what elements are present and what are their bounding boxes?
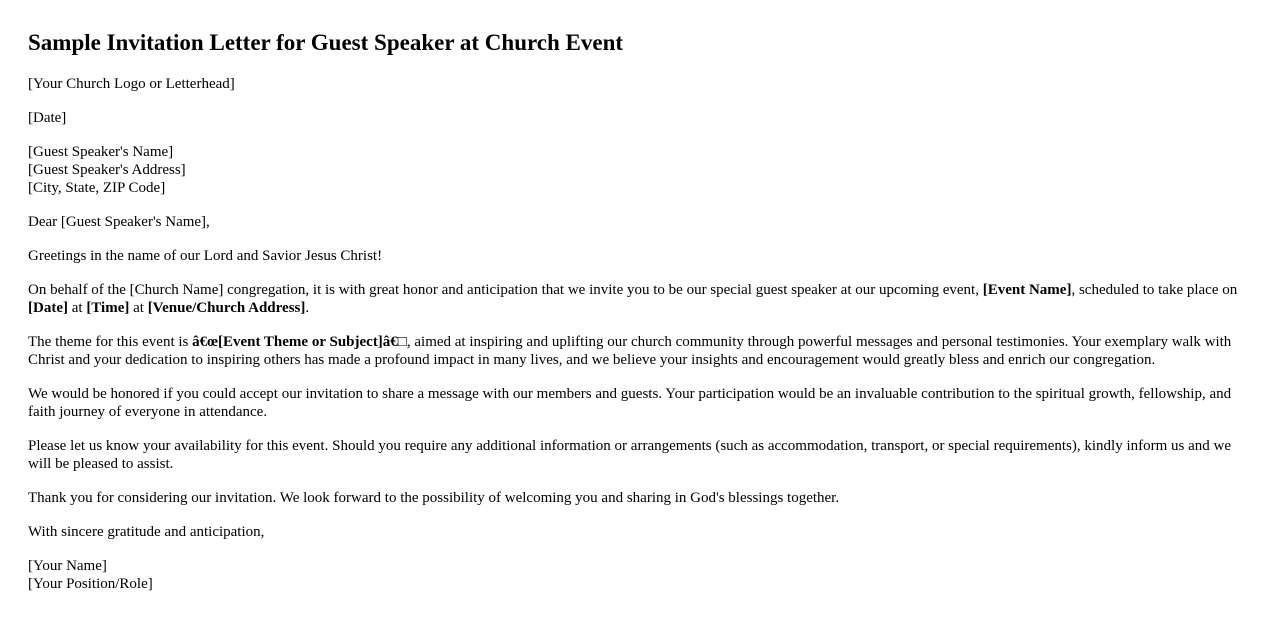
invitation-text-1: On behalf of the [Church Name] congregation, it is with great honor and anticipation that we invite you to be our special guest speaker at our upcoming event, bbox=[28, 282, 983, 298]
event-theme: â€œ[Event Theme or Subject]â€□ bbox=[192, 334, 407, 350]
invitation-text-3: at bbox=[67, 300, 87, 316]
thanks-paragraph: Thank you for considering our invitation. We look forward to the possibility of welcoming you and sharing in God's blessings together. bbox=[28, 490, 840, 506]
closing: With sincere gratitude and anticipation, bbox=[28, 524, 265, 540]
honor-paragraph: We would be honored if you could accept our invitation to share a message with our members and guests. Your participation would be an invaluable contribution to the spiritual growth, fellowship, and faith journey of everyone in attendance. bbox=[28, 386, 1232, 420]
recipient-block bbox=[28, 143, 1250, 197]
signature-position: [Your Position/Role] bbox=[28, 576, 153, 592]
event-venue: [Venue/Church Address] bbox=[147, 300, 306, 316]
event-time: [Time] bbox=[86, 300, 130, 316]
theme-text-1: The theme for this event is bbox=[28, 334, 193, 350]
recipient-city: [City, State, ZIP Code] bbox=[28, 180, 166, 196]
invitation-text-4: at bbox=[129, 300, 148, 316]
theme-paragraph bbox=[28, 333, 1250, 369]
recipient-name: [Guest Speaker's Name] bbox=[28, 144, 174, 160]
recipient-address: [Guest Speaker's Address] bbox=[28, 162, 186, 178]
signature-name: [Your Name] bbox=[28, 558, 107, 574]
invitation-text-2: , scheduled to take place on bbox=[1071, 282, 1238, 298]
letterhead-placeholder: [Your Church Logo or Letterhead] bbox=[28, 76, 235, 92]
greeting: Greetings in the name of our Lord and Savior Jesus Christ! bbox=[28, 248, 383, 264]
page-title: Sample Invitation Letter for Guest Speaker at Church Event bbox=[28, 30, 624, 55]
invitation-text-5: . bbox=[305, 300, 310, 316]
event-date: [Date] bbox=[28, 300, 68, 316]
invitation-paragraph bbox=[28, 281, 1250, 317]
letter-date: [Date] bbox=[28, 110, 67, 126]
availability-paragraph: Please let us know your availability for this event. Should you require any additional information or arrangements (such as accommodation, transport, or special requirements), kindly inform us and we will be pleased to assist. bbox=[28, 438, 1232, 472]
letter-document bbox=[0, 29, 1278, 593]
salutation: Dear [Guest Speaker's Name], bbox=[28, 214, 210, 230]
signature-block bbox=[28, 557, 1250, 593]
theme-text-2: , aimed at inspiring and uplifting our church community through powerful messages and personal testimonies. Your exemplary walk with Christ and your dedication to inspiring others has made a profound impact in many lives, and we believe your insights and encouragement would greatly bless and enrich our congregation. bbox=[28, 334, 1232, 368]
event-name: [Event Name] bbox=[982, 282, 1072, 298]
